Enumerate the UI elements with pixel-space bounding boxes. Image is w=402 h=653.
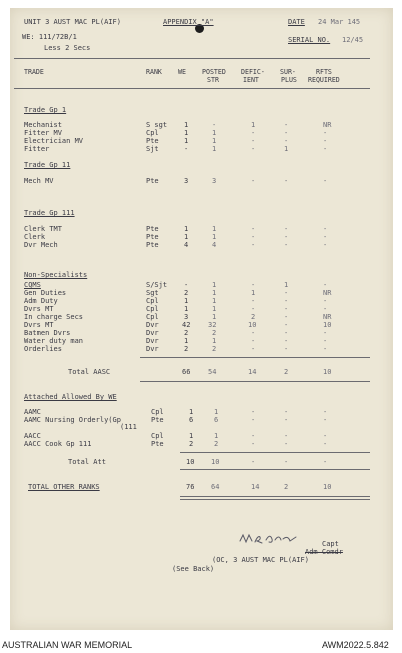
col-deficient-2: IENT	[243, 76, 259, 84]
serial-value: 12/45	[342, 36, 364, 44]
total-posted: 64	[211, 483, 220, 491]
cell-posted: 1	[214, 432, 219, 440]
signature-rank: Capt	[322, 540, 339, 548]
total-we: 66	[182, 368, 191, 376]
cell-rank: Sgt	[146, 289, 159, 297]
cell-rank: Cpl	[151, 432, 164, 440]
cell-rfts: -	[323, 416, 328, 424]
handwritten-signature	[238, 531, 300, 549]
cell-trade: Fitter	[24, 145, 50, 153]
cell-deficient: -	[251, 233, 256, 241]
cell-posted: 2	[214, 440, 219, 448]
cell-we: 1	[189, 432, 194, 440]
cell-trade: Batmen Dvrs	[24, 329, 71, 337]
cell-surplus: 1	[284, 145, 289, 153]
cell-surplus: -	[284, 337, 289, 345]
cell-trade: AAMC	[24, 408, 41, 416]
col-we: WE	[178, 68, 186, 76]
total-surplus: 2	[284, 368, 289, 376]
cell-surplus: -	[284, 121, 289, 129]
cell-rank: Pte	[151, 440, 164, 448]
total-rfts: 10	[323, 483, 332, 491]
cell-surplus: -	[284, 321, 289, 329]
cell-surplus: -	[284, 289, 289, 297]
cell-deficient: -	[251, 416, 256, 424]
cell-rfts: 10	[323, 321, 332, 329]
cell-we: 1	[184, 297, 189, 305]
appendix-title: APPENDIX "A"	[163, 18, 214, 26]
subtotal-rule	[140, 357, 370, 358]
col-posted: POSTED	[202, 68, 226, 76]
group-title: Attached Allowed By WE	[24, 393, 117, 401]
cell-deficient: -	[251, 432, 256, 440]
cell-deficient: -	[251, 345, 256, 353]
cell-posted: 1	[212, 313, 217, 321]
cell-deficient: -	[251, 225, 256, 233]
cell-rfts: -	[323, 305, 328, 313]
cell-deficient: -	[251, 440, 256, 448]
cell-trade: AAMC Nursing Orderly(Gp	[24, 416, 121, 424]
total-deficient: 14	[251, 483, 260, 491]
cell-we: -	[184, 145, 189, 153]
subtotal-rule	[180, 452, 370, 453]
cell-rfts: -	[323, 145, 328, 153]
cell-rank: Sjt	[146, 145, 159, 153]
cell-we: 2	[184, 345, 189, 353]
cell-rank: Pte	[146, 241, 159, 249]
cell-trade: (111	[120, 423, 137, 431]
cell-deficient: 2	[251, 313, 256, 321]
col-deficient: DEFIC-	[241, 68, 265, 76]
cell-we: 1	[184, 129, 189, 137]
cell-rank: S sgt	[146, 121, 168, 129]
cell-deficient: -	[251, 408, 256, 416]
cell-rfts: -	[323, 329, 328, 337]
cell-deficient: -	[251, 145, 256, 153]
col-surplus: SUR-	[280, 68, 296, 76]
cell-surplus: -	[284, 440, 289, 448]
grand-total-rule	[180, 496, 370, 497]
cell-we: -	[184, 281, 189, 289]
cell-we: 1	[189, 408, 194, 416]
cell-posted: -	[212, 121, 217, 129]
cell-deficient: -	[251, 329, 256, 337]
cell-rfts: -	[323, 225, 328, 233]
total-rule	[180, 469, 370, 470]
cell-rank: Pte	[146, 233, 159, 241]
cell-rfts: -	[323, 408, 328, 416]
col-posted-2: STR	[207, 76, 219, 84]
cell-trade: Electrician MV	[24, 137, 84, 145]
cell-we: 1	[184, 233, 189, 241]
cell-surplus: -	[284, 297, 289, 305]
cell-surplus: -	[284, 345, 289, 353]
cell-posted: 1	[212, 233, 217, 241]
date-value: 24 Mar 145	[318, 18, 361, 26]
cell-deficient: -	[251, 305, 256, 313]
col-rfts: RFTS	[316, 68, 332, 76]
cell-deficient: -	[251, 177, 256, 185]
total-label: Total Att	[68, 458, 106, 466]
col-rfts-2: REQUIRED	[308, 76, 340, 84]
cell-posted: 1	[212, 129, 217, 137]
cell-rank: Pte	[146, 225, 159, 233]
cell-trade: Dvrs MT	[24, 305, 54, 313]
cell-trade: Clerk	[24, 233, 46, 241]
cell-rank: Cpl	[151, 408, 164, 416]
cell-rfts: -	[323, 233, 328, 241]
struck-title: Adm Comdr	[305, 548, 343, 556]
total-rfts: -	[323, 458, 328, 466]
cell-rfts: -	[323, 297, 328, 305]
cell-surplus: -	[284, 225, 289, 233]
grand-total-rule-double	[180, 499, 370, 500]
cell-rfts: -	[323, 177, 328, 185]
cell-trade: Fitter MV	[24, 129, 62, 137]
date-label: DATE	[288, 18, 305, 26]
footer-credit: AUSTRALIAN WAR MEMORIAL	[2, 640, 133, 650]
group-title: Trade Gp 1	[24, 106, 67, 114]
cell-rank: Dvr	[146, 345, 159, 353]
cell-rank: Pte	[146, 177, 159, 185]
cell-we: 2	[189, 440, 194, 448]
cell-posted: 1	[212, 289, 217, 297]
cell-deficient: -	[251, 129, 256, 137]
cell-rfts: NR	[323, 289, 332, 297]
cell-posted: 1	[214, 408, 219, 416]
cell-surplus: -	[284, 137, 289, 145]
cell-surplus: -	[284, 305, 289, 313]
cell-rfts: -	[323, 281, 328, 289]
cell-posted: 32	[208, 321, 217, 329]
cell-posted: 1	[212, 281, 217, 289]
cell-posted: 2	[212, 329, 217, 337]
cell-rfts: -	[323, 129, 328, 137]
total-deficient: 14	[248, 368, 257, 376]
we-reference: WE: 111/72B/1	[22, 33, 77, 41]
cell-surplus: -	[284, 129, 289, 137]
cell-posted: 4	[212, 241, 217, 249]
cell-surplus: -	[284, 177, 289, 185]
cell-we: 1	[184, 305, 189, 313]
cell-rank: Cpl	[146, 305, 159, 313]
cell-posted: 1	[212, 337, 217, 345]
total-we: 10	[186, 458, 195, 466]
cell-trade: Clerk TMT	[24, 225, 62, 233]
cell-trade: Adm Duty	[24, 297, 58, 305]
total-label: Total AASC	[68, 368, 111, 376]
cell-rank: Cpl	[146, 129, 159, 137]
cell-trade: Mech MV	[24, 177, 54, 185]
cell-trade: Dvr Mech	[24, 241, 58, 249]
cell-rfts: -	[323, 432, 328, 440]
cell-we: 6	[189, 416, 194, 424]
cell-rank: Pte	[146, 137, 159, 145]
total-rfts: 10	[323, 368, 332, 376]
cell-we: 2	[184, 329, 189, 337]
cell-we: 1	[184, 225, 189, 233]
cell-trade: Orderlies	[24, 345, 62, 353]
total-rule	[140, 381, 370, 382]
cell-trade: Gen Duties	[24, 289, 67, 297]
cell-deficient: -	[251, 337, 256, 345]
cell-deficient: -	[251, 281, 256, 289]
cell-deficient: 1	[251, 289, 256, 297]
cell-surplus: -	[284, 408, 289, 416]
cell-surplus: 1	[284, 281, 289, 289]
cell-we: 1	[184, 121, 189, 129]
cell-rank: Dvr	[146, 321, 159, 329]
header-rule	[14, 58, 370, 59]
cell-rfts: -	[323, 241, 328, 249]
cell-surplus: -	[284, 241, 289, 249]
cell-rfts: NR	[323, 313, 332, 321]
total-label: TOTAL OTHER RANKS	[28, 483, 100, 491]
cell-surplus: -	[284, 432, 289, 440]
cell-posted: 1	[212, 145, 217, 153]
cell-trade: Water duty man	[24, 337, 84, 345]
cell-trade: Dvrs MT	[24, 321, 54, 329]
see-back-note: (See Back)	[172, 565, 215, 573]
group-title: Non-Specialists	[24, 271, 88, 279]
cell-we: 2	[184, 289, 189, 297]
col-trade: TRADE	[24, 68, 44, 76]
cell-we: 1	[184, 137, 189, 145]
cell-rank: Dvr	[146, 337, 159, 345]
cell-we: 42	[182, 321, 191, 329]
cell-posted: 2	[212, 345, 217, 353]
total-surplus: -	[284, 458, 289, 466]
cell-rfts: -	[323, 440, 328, 448]
cell-we: 4	[184, 241, 189, 249]
cell-we: 1	[184, 337, 189, 345]
cell-trade: AACC Cook Gp 111	[24, 440, 92, 448]
cell-surplus: -	[284, 329, 289, 337]
cell-we: 3	[184, 177, 189, 185]
cell-rfts: -	[323, 345, 328, 353]
cell-posted: 1	[212, 225, 217, 233]
cell-we: 3	[184, 313, 189, 321]
cell-rfts: NR	[323, 121, 332, 129]
total-deficient: -	[251, 458, 256, 466]
cell-deficient: 1	[251, 121, 256, 129]
cell-surplus: -	[284, 233, 289, 241]
cell-rfts: -	[323, 137, 328, 145]
group-title: Trade Gp 111	[24, 209, 75, 217]
header-bottom-rule	[14, 88, 370, 89]
cell-surplus: -	[284, 416, 289, 424]
cell-deficient: -	[251, 241, 256, 249]
cell-trade: Mechanist	[24, 121, 62, 129]
cell-rank: Dvr	[146, 329, 159, 337]
cell-surplus: -	[284, 313, 289, 321]
total-surplus: 2	[284, 483, 289, 491]
col-rank: RANK	[146, 68, 162, 76]
cell-rfts: -	[323, 337, 328, 345]
signatory-title: (OC, 3 AUST MAC PL(AIF)	[212, 556, 309, 564]
cell-deficient: -	[251, 297, 256, 305]
cell-posted: 1	[212, 297, 217, 305]
serial-label: SERIAL NO.	[288, 36, 331, 44]
total-we: 76	[186, 483, 195, 491]
cell-posted: 6	[214, 416, 219, 424]
cell-posted: 1	[212, 137, 217, 145]
total-posted: 10	[211, 458, 220, 466]
cell-trade: CQMS	[24, 281, 41, 289]
cell-deficient: -	[251, 137, 256, 145]
group-title: Trade Gp 11	[24, 161, 71, 169]
less-secs: Less 2 Secs	[44, 44, 91, 52]
cell-rank: S/Sjt	[146, 281, 168, 289]
cell-deficient: 10	[248, 321, 257, 329]
footer-accession: AWM2022.5.842	[322, 640, 389, 650]
cell-posted: 1	[212, 305, 217, 313]
cell-rank: Cpl	[146, 297, 159, 305]
unit-title: UNIT 3 AUST MAC PL(AIF)	[24, 18, 121, 26]
cell-rank: Pte	[151, 416, 164, 424]
cell-trade: AACC	[24, 432, 41, 440]
total-posted: 54	[208, 368, 217, 376]
cell-rank: Cpl	[146, 313, 159, 321]
cell-trade: In charge Secs	[24, 313, 84, 321]
cell-posted: 3	[212, 177, 217, 185]
col-surplus-2: PLUS	[281, 76, 297, 84]
